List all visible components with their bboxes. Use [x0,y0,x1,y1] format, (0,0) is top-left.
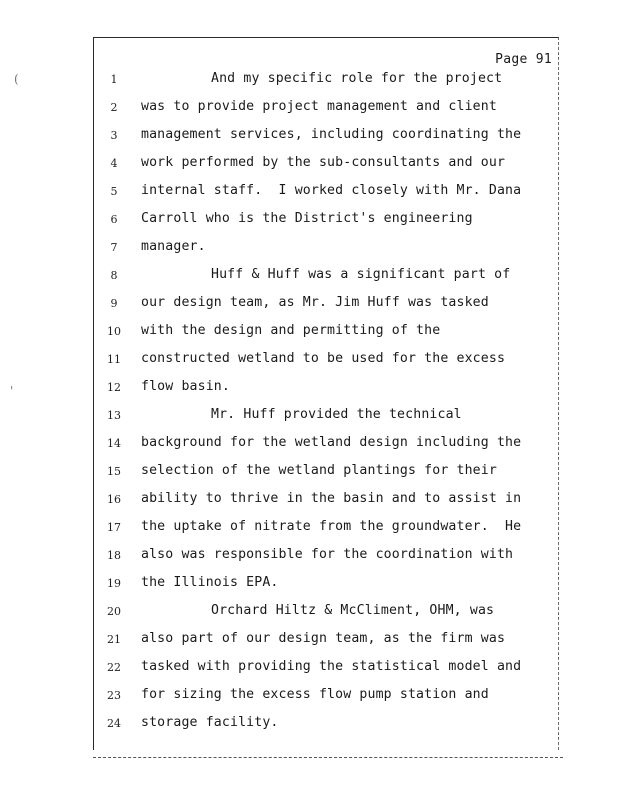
line-number: 1 [110,73,118,86]
line-number: 13 [107,409,121,422]
line-text: constructed wetland to be used for the excess [141,351,506,366]
line-text: internal staff. I worked closely with Mr. Dana [141,183,522,198]
transcript-line [0,266,618,294]
line-text: Huff & Huff was a significant part of [211,267,511,282]
bottom-rule [93,757,563,758]
line-text: ability to thrive in the basin and to assist in [141,491,522,506]
line-number: 2 [110,101,118,114]
transcript-line [0,238,618,266]
margin-mark: ' [10,384,14,398]
transcript-line [0,546,618,574]
transcript-line [0,210,618,238]
transcript-line [0,350,618,378]
transcript-line [0,686,618,714]
line-text: the Illinois EPA. [141,575,279,590]
transcript-line [0,490,618,518]
transcript-line [0,462,618,490]
line-number: 18 [107,549,121,562]
page-number: Page 91 [495,52,552,67]
line-number: 21 [107,633,121,646]
line-text: also part of our design team, as the firm was [141,631,506,646]
line-text: tasked with providing the statistical model and [141,659,522,674]
transcript-lines [0,70,618,742]
line-text: management services, including coordinating the [141,127,522,142]
transcript-line [0,98,618,126]
line-text: also was responsible for the coordination with [141,547,514,562]
line-number: 20 [107,605,121,618]
line-number: 4 [110,157,118,170]
line-number: 23 [107,689,121,702]
line-text: work performed by the sub-consultants and our [141,155,506,170]
line-number: 24 [107,717,121,730]
line-text: Carroll who is the District's engineering [141,211,473,226]
transcript-line [0,630,618,658]
line-number: 15 [107,465,121,478]
transcript-line [0,658,618,686]
transcript-line [0,182,618,210]
line-number: 8 [110,269,118,282]
margin-mark: ( [14,72,19,86]
transcript-line [0,126,618,154]
line-number: 5 [110,185,118,198]
line-number: 17 [107,521,121,534]
line-text: background for the wetland design including the [141,435,522,450]
line-text: storage facility. [141,715,279,730]
transcript-line [0,574,618,602]
transcript-line [0,602,618,630]
transcript-line [0,322,618,350]
transcript-line [0,294,618,322]
line-text: Mr. Huff provided the technical [211,407,462,422]
transcript-line [0,378,618,406]
line-text: flow basin. [141,379,230,394]
line-number: 12 [107,381,121,394]
line-text: And my specific role for the project [211,71,503,86]
line-text: with the design and permitting of the [141,323,441,338]
line-number: 16 [107,493,121,506]
transcript-line [0,70,618,98]
line-number: 10 [107,325,121,338]
line-number: 9 [110,297,118,310]
line-number: 11 [107,353,121,366]
line-text: our design team, as Mr. Jim Huff was tasked [141,295,489,310]
transcript-line [0,154,618,182]
transcript-line [0,714,618,742]
line-number: 19 [107,577,121,590]
line-number: 14 [107,437,121,450]
line-number: 3 [110,129,118,142]
line-text: the uptake of nitrate from the groundwater. He [141,519,522,534]
line-number: 7 [110,241,118,254]
line-text: manager. [141,239,206,254]
line-number: 22 [107,661,121,674]
line-text: for sizing the excess flow pump station and [141,687,489,702]
transcript-line [0,406,618,434]
line-number: 6 [110,213,118,226]
line-text: was to provide project management and client [141,99,497,114]
transcript-line [0,434,618,462]
line-text: selection of the wetland plantings for their [141,463,497,478]
transcript-line [0,518,618,546]
line-text: Orchard Hiltz & McCliment, OHM, was [211,603,495,618]
